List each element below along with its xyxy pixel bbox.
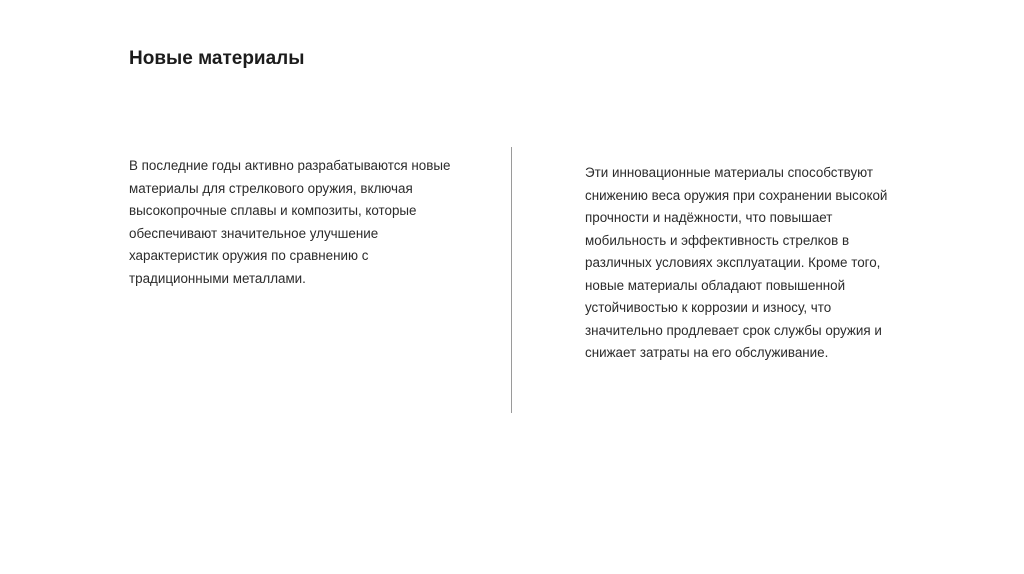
right-paragraph-line: различных условиях эксплуатации. Кроме того, bbox=[585, 255, 881, 270]
right-paragraph-line: новые материалы обладают повышенной bbox=[585, 277, 846, 293]
left-paragraph bbox=[129, 155, 479, 290]
left-paragraph-line: В последние годы активно разрабатываются новые bbox=[129, 158, 451, 173]
slide-title: Новые материалы bbox=[129, 48, 305, 69]
column-divider bbox=[511, 147, 512, 413]
right-paragraph-line: мобильность и эффективность стрелков в bbox=[585, 232, 850, 248]
left-paragraph-line: материалы для стрелкового оружия, включая bbox=[129, 180, 413, 196]
right-paragraph-line: значительно продлевает срок службы оружия и bbox=[585, 322, 882, 338]
right-paragraph-line: Эти инновационные материалы способствуют bbox=[585, 165, 874, 180]
left-paragraph-line: характеристик оружия по сравнению с bbox=[129, 248, 369, 263]
right-paragraph-line: устойчивостью к коррозии и износу, что bbox=[585, 300, 832, 315]
right-paragraph-line: снижает затраты на его обслуживание. bbox=[585, 345, 829, 360]
left-paragraph-line: обеспечивают значительное улучшение bbox=[129, 225, 379, 241]
right-paragraph-line: прочности и надёжности, что повышает bbox=[585, 210, 833, 225]
right-paragraph bbox=[585, 162, 925, 365]
right-paragraph-line: снижению веса оружия при сохранении высокой bbox=[585, 187, 888, 203]
left-paragraph-line: высокопрочные сплавы и композиты, которые bbox=[129, 203, 417, 218]
left-paragraph-line: традиционными металлами. bbox=[129, 270, 306, 286]
